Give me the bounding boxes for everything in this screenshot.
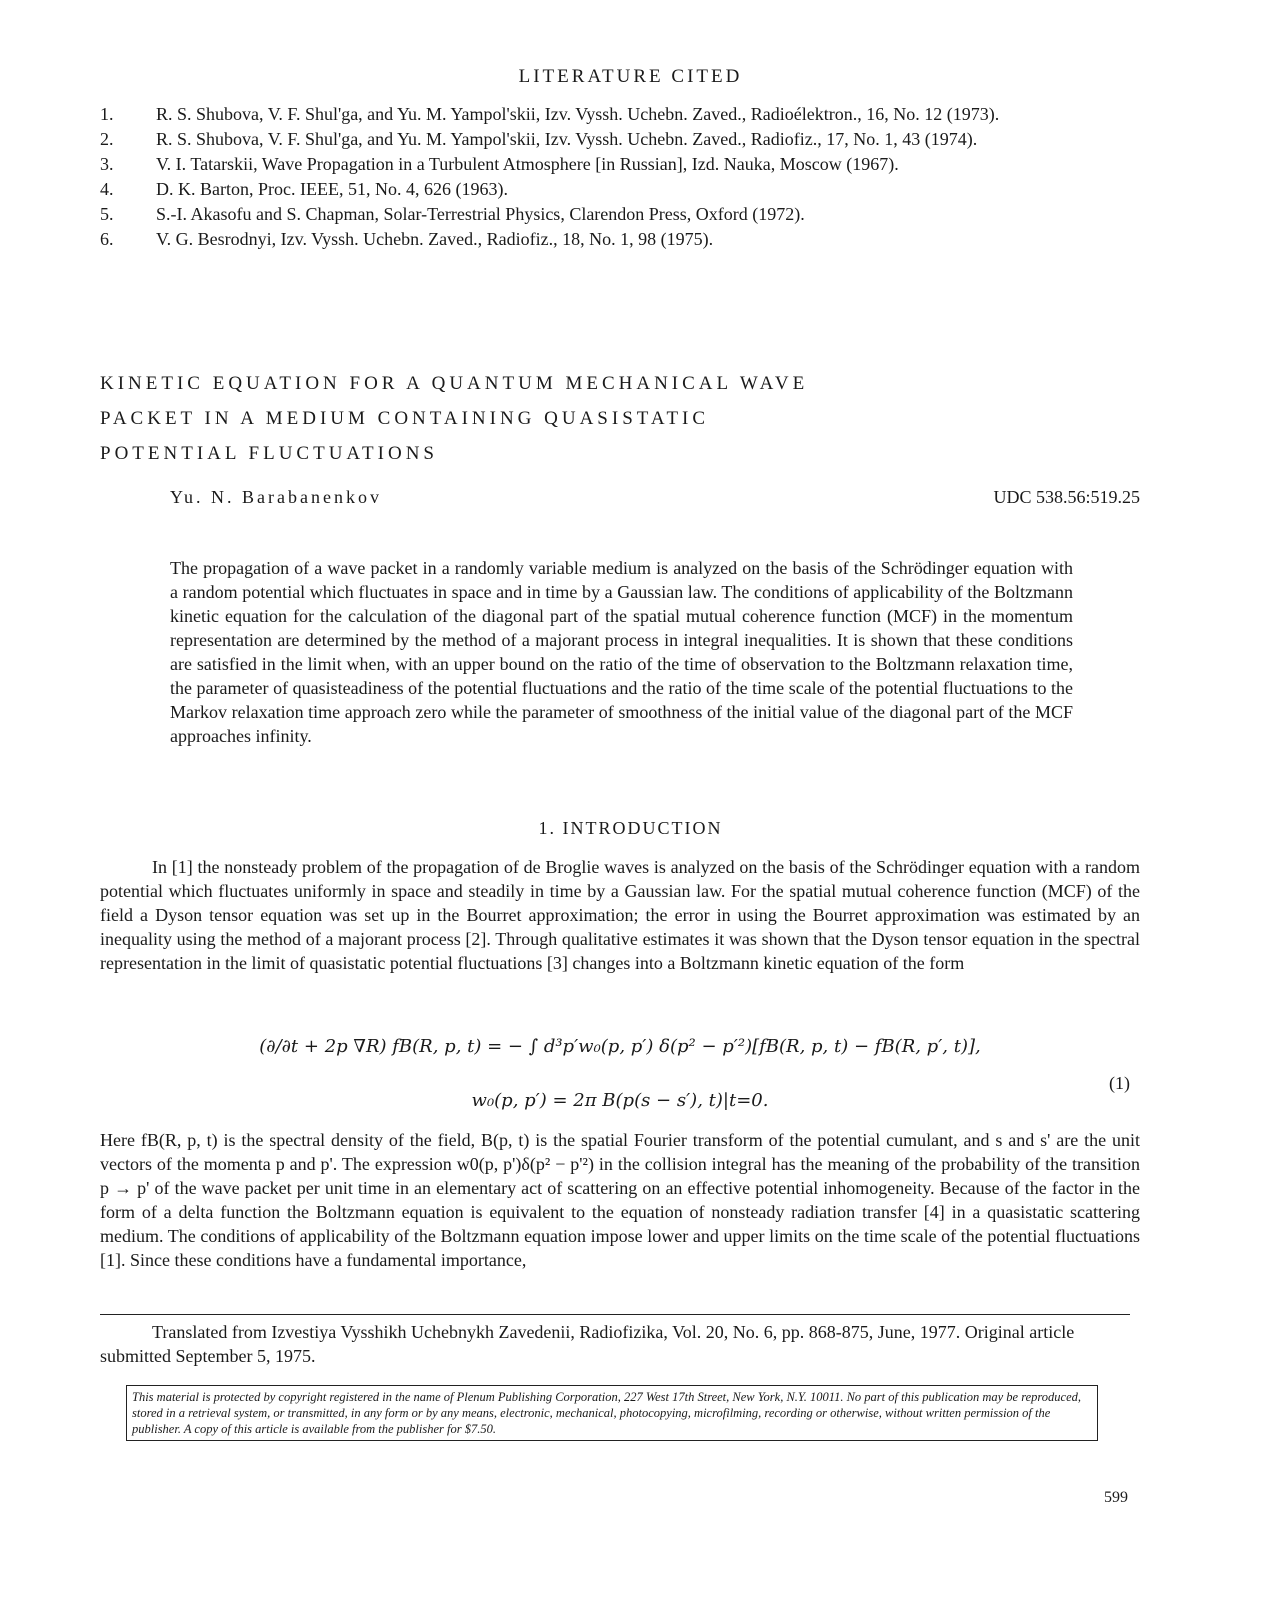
abstract: The propagation of a wave packet in a randomly variable medium is analyzed on the basis of the Schrödinger equation with a random potential which fluctuates in space and in time by a Gaussian law. The conditions of applicability of the Boltzmann kinetic equation for the calculation of the diagonal part of the spatial mutual coherence function (MCF) in the momentum representation are determined by the method of a majorant process in integral inequalities. It is shown that these conditions are satisfied in the limit when, with an upper bound on the ratio of the time of observation to the Boltzmann relaxation time, the parameter of quasisteadiness of the potential fluctuations and the ratio of the time scale of the potential fluctuations to the Markov relaxation time approach zero while the parameter of smoothness of the initial value of the diagonal part of the MCF approaches infinity. xyxy=(170,558,1073,746)
equation-number: (1) xyxy=(1109,1073,1130,1093)
author-name: Yu. N. Barabanenkov xyxy=(170,487,382,507)
translation-note: Translated from Izvestiya Vysshikh Uchebnykh Zavedenii, Radiofizika, Vol. 20, No. 6, pp. 868-875, June, 1977. Original article submitted September 5, 1975. xyxy=(100,1322,1075,1366)
reference-item xyxy=(100,102,1140,126)
reference-text: R. S. Shubova, V. F. Shul'ga, and Yu. M. Yampol'skii, Izv. Vyssh. Uchebn. Zaved., Radiofiz., 17, No. 1, 43 (1974). xyxy=(156,129,978,149)
reference-number: 4. xyxy=(100,179,114,199)
reference-text: R. S. Shubova, V. F. Shul'ga, and Yu. M. Yampol'skii, Izv. Vyssh. Uchebn. Zaved., Radioélektron., 16, No. 12 (1973). xyxy=(156,104,1000,124)
literature-cited-heading: LITERATURE CITED xyxy=(518,66,743,87)
reference-number: 2. xyxy=(100,129,114,149)
footnote-divider xyxy=(100,1314,1130,1315)
reference-item xyxy=(100,152,1140,176)
copyright-notice: This material is protected by copyright registered in the name of Plenum Publishing Corporation, 227 West 17th Street, New York, N.Y. 10011. No part of this publication may be reproduced, stored in a retrieval system, or transmitted, in any form or by any means, electronic, mechanical, photocopying, microfilming, recording or otherwise, without written permission of the publisher. A copy of this article is available from the publisher for $7.50. xyxy=(126,1385,1098,1441)
udc-code: UDC 538.56:519.25 xyxy=(993,487,1140,507)
page-number: 599 xyxy=(1104,1489,1128,1506)
equation-line-2: w₀(p, p′) = 2π B(p(s − s′), t)|t=0. xyxy=(471,1090,769,1111)
reference-item xyxy=(100,127,1140,151)
equation-line-1: (∂/∂t + 2p ∇R) fB(R, p, t) = − ∫ d³p′w₀(p, p′) δ(p² − p′²)[fB(R, p, t) − fB(R, p′, t)], xyxy=(259,1036,981,1057)
reference-text: V. G. Besrodnyi, Izv. Vyssh. Uchebn. Zaved., Radiofiz., 18, No. 1, 98 (1975). xyxy=(156,229,714,249)
reference-text: D. K. Barton, Proc. IEEE, 51, No. 4, 626 (1963). xyxy=(156,179,508,199)
reference-item xyxy=(100,202,1140,226)
reference-text: V. I. Tatarskii, Wave Propagation in a Turbulent Atmosphere [in Russian], Izd. Nauka, Moscow (1967). xyxy=(156,154,899,174)
section-heading: 1. INTRODUCTION xyxy=(538,818,723,838)
reference-number: 1. xyxy=(100,104,114,124)
intro-paragraph-1: In [1] the nonsteady problem of the propagation of de Broglie waves is analyzed on the basis of the Schrödinger equation with a random potential which fluctuates uniformly in space and steadily in time by a Gaussian law. For the spatial mutual coherence function (MCF) of the field a Dyson tensor equation was set up in the Bourret approximation; the error in using the Bourret approximation was estimated by an inequality using the method of a majorant process [2]. Through qualitative estimates it was shown that the Dyson tensor equation in the spectral representation in the limit of quasistatic potential fluctuations [3] changes into a Boltzmann kinetic equation of the form xyxy=(100,857,1140,973)
reference-item xyxy=(100,227,1140,251)
reference-number: 6. xyxy=(100,229,114,249)
reference-number: 5. xyxy=(100,204,114,224)
reference-number: 3. xyxy=(100,154,114,174)
reference-list xyxy=(100,102,1140,252)
article-title xyxy=(100,366,1000,471)
article-title-line: KINETIC EQUATION FOR A QUANTUM MECHANICAL WAVE xyxy=(100,373,809,394)
intro-paragraph-2: Here fB(R, p, t) is the spectral density of the field, B(p, t) is the spatial Fourier transform of the potential cumulant, and s and s' are the unit vectors of the momenta p and p'. The expression w0(p, p')δ(p² − p'²) in the collision integral has the meaning of the probability of the transition p → p' of the wave packet per unit time in an elementary act of scattering on an effective potential inhomogeneity. Because of the factor in the form of a delta function the Boltzmann equation is equivalent to the equation of nonsteady radiation transfer [4] in a quasistatic scattering medium. The conditions of applicability of the Boltzmann equation impose lower and upper limits on the time scale of the potential fluctuations [1]. Since these conditions have a fundamental importance, xyxy=(100,1130,1140,1270)
reference-item xyxy=(100,177,1140,201)
reference-text: S.-I. Akasofu and S. Chapman, Solar-Terrestrial Physics, Clarendon Press, Oxford (1972). xyxy=(156,204,805,224)
article-title-line: PACKET IN A MEDIUM CONTAINING QUASISTATIC xyxy=(100,408,710,429)
article-title-line: POTENTIAL FLUCTUATIONS xyxy=(100,443,438,464)
